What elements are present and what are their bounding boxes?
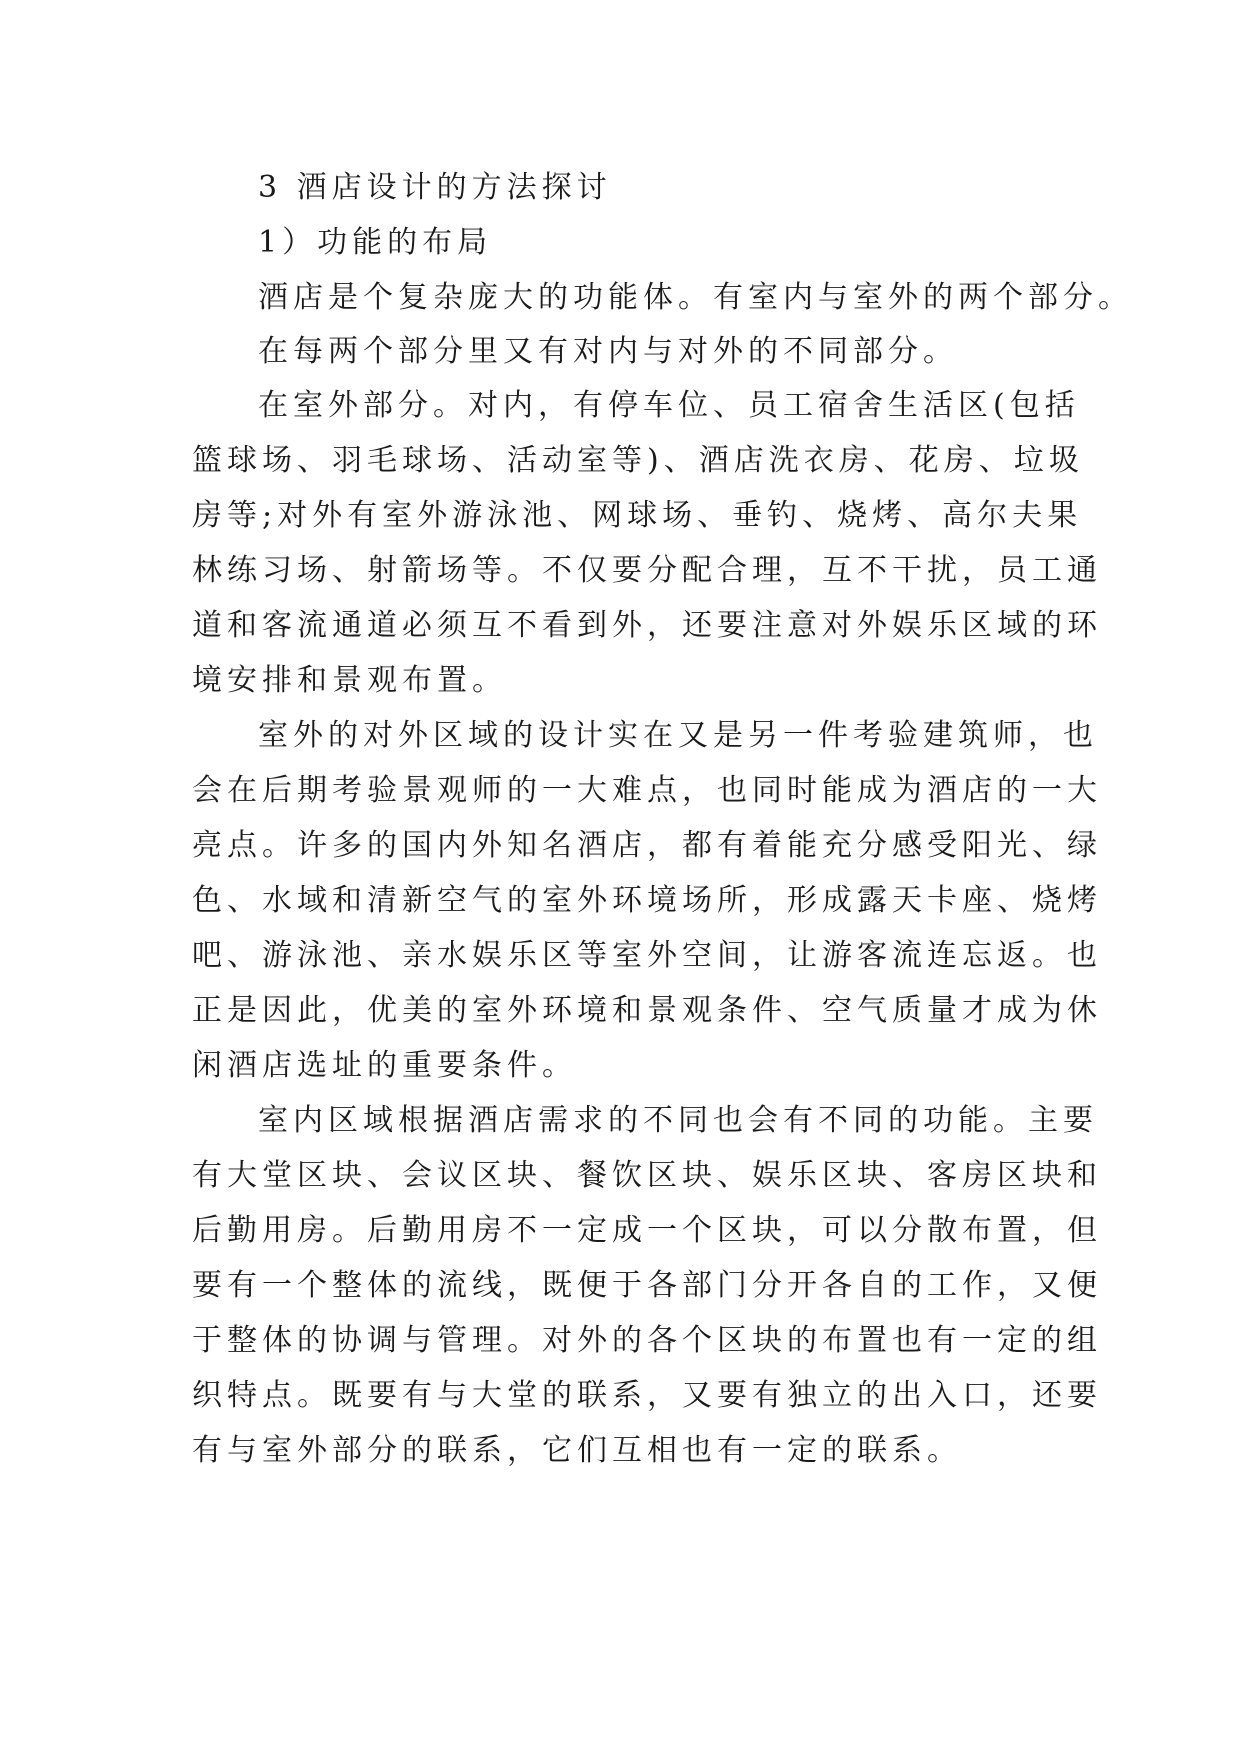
text-line: 道和客流通道必须互不看到外，还要注意对外娱乐区域的环 [192, 608, 1102, 643]
text-line: 色、水域和清新空气的室外环境场所，形成露天卡座、烧烤 [192, 883, 1102, 918]
text-line: 境安排和景观布置。 [192, 663, 507, 698]
text-line: 室外的对外区域的设计实在又是另一件考验建筑师，也 [258, 718, 1098, 753]
text-line: 吧、游泳池、亲水娱乐区等室外空间，让游客流连忘返。也 [192, 938, 1102, 973]
text-line: 在每两个部分里又有对内与对外的不同部分。 [258, 334, 958, 369]
text-line: 闲酒店选址的重要条件。 [192, 1048, 577, 1083]
text-line: 酒店是个复杂庞大的功能体。有室内与室外的两个部分。 [258, 280, 1133, 315]
text-line: 房等;对外有室外游泳池、网球场、垂钓、烧烤、高尔夫果 [192, 498, 1083, 533]
text-line: 在室外部分。对内，有停车位、员工宿舍生活区(包括 [258, 388, 1080, 423]
text-line: 会在后期考验景观师的一大难点，也同时能成为酒店的一大 [192, 773, 1102, 808]
text-line: 于整体的协调与管理。对外的各个区块的布置也有一定的组 [192, 1323, 1102, 1358]
text-line: 后勤用房。后勤用房不一定成一个区块，可以分散布置，但 [192, 1213, 1102, 1248]
text-line: 室内区域根据酒店需求的不同也会有不同的功能。主要 [258, 1103, 1098, 1138]
text-line: 有与室外部分的联系，它们互相也有一定的联系。 [192, 1433, 962, 1468]
text-line: 林练习场、射箭场等。不仅要分配合理，互不干扰，员工通 [192, 553, 1102, 588]
text-line: 织特点。既要有与大堂的联系，又要有独立的出入口，还要 [192, 1378, 1102, 1413]
subsection-heading: 1）功能的布局 [258, 225, 493, 260]
section-heading: 3 酒店设计的方法探讨 [258, 170, 612, 205]
text-line: 有大堂区块、会议区块、餐饮区块、娱乐区块、客房区块和 [192, 1158, 1102, 1193]
text-line: 要有一个整体的流线，既便于各部门分开各自的工作，又便 [192, 1268, 1102, 1303]
text-line: 篮球场、羽毛球场、活动室等)、酒店洗衣房、花房、垃圾 [192, 443, 1084, 478]
text-line: 亮点。许多的国内外知名酒店，都有着能充分感受阳光、绿 [192, 828, 1102, 863]
text-line: 正是因此，优美的室外环境和景观条件、空气质量才成为休 [192, 993, 1102, 1028]
